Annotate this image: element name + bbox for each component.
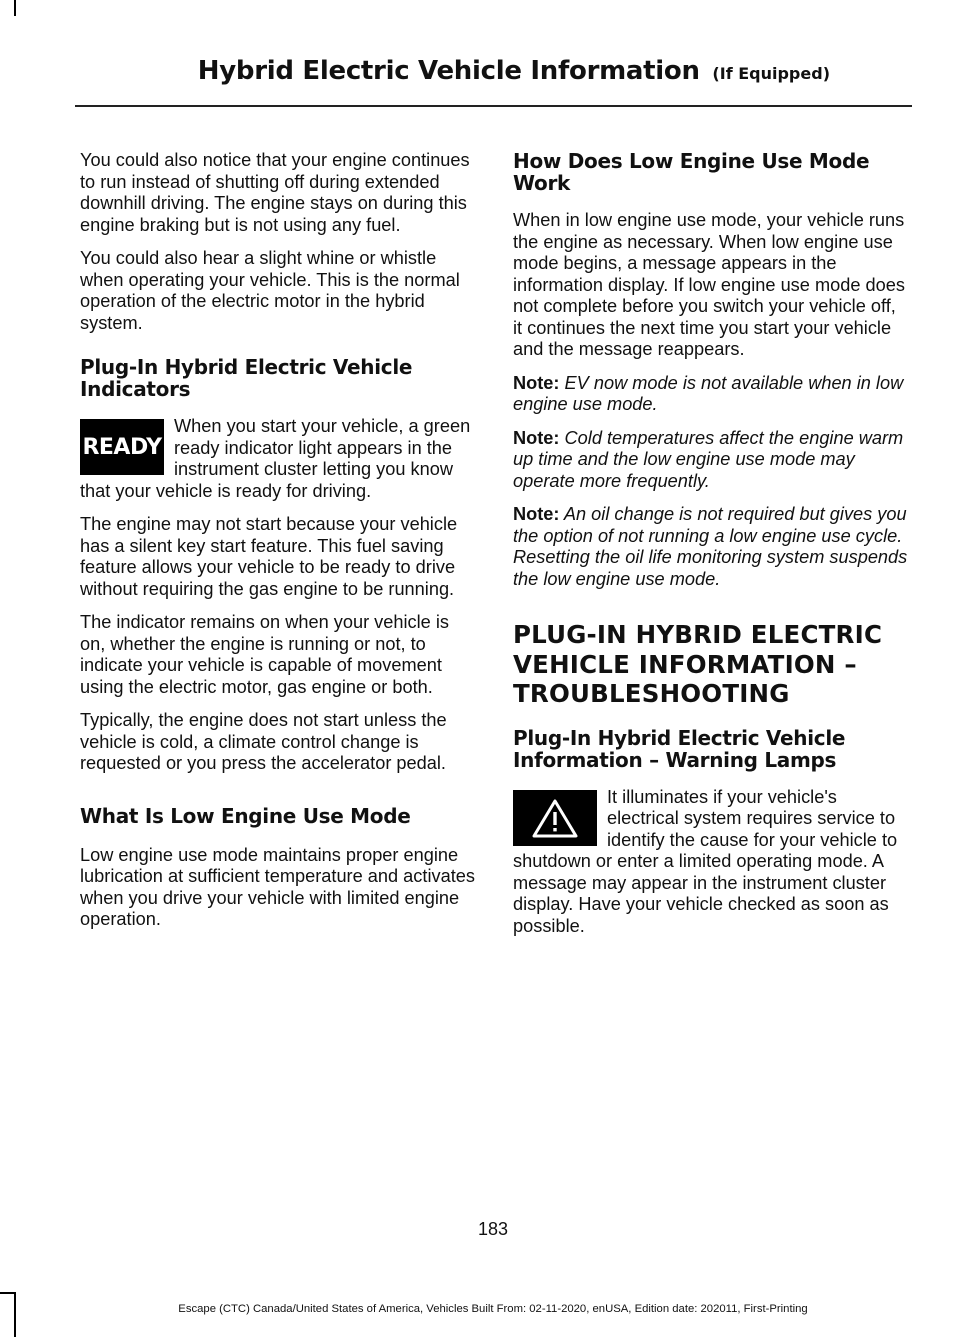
paragraph: It illuminates if your vehicle's electrical system requires service to identify the cause for your vehicle to shutdown or enter a limited operating mode. A message may appear in the instrument cluster display. Have your vehicle checked as soon as possible. [513,786,898,936]
paragraph: Typically, the engine does not start unless the vehicle is cold, a climate control change is requested or you press the accelerator pedal. [80,710,447,773]
crop-mark-bottom-left-horizontal [0,1292,16,1294]
paragraph: When you start your vehicle, a green ready indicator light appears in the instrument cluster letting you know that your vehicle is ready for driving. [80,416,471,501]
chapter-heading-troubleshooting: PLUG-IN HYBRID ELECTRIC VEHICLE INFORMATION – TROUBLESHOOTING [513,620,883,708]
note: Note: An oil change is not required but gives you the option of not running a low engine use cycle. Resetting the oil life monitoring system suspends the low engine use mode. [513,504,908,589]
header-title: Hybrid Electric Vehicle Information [197,56,700,86]
paragraph: You could also notice that your engine continues to run instead of shutting off during extended downhill driving. The engine stays on during this engine braking but is not using any fuel. [80,150,470,235]
left-column [80,150,475,943]
paragraph: The engine may not start because your vehicle has a silent key start feature. This fuel saving feature allows your vehicle to be ready to drive without requiring the gas engine to be running. [80,514,458,599]
paragraph: You could also hear a slight whine or whistle when operating your vehicle. This is the normal operation of the electric motor in the hybrid system. [80,248,460,333]
ready-icon-label: READY [82,434,162,460]
paragraph: Low engine use mode maintains proper engine lubrication at sufficient temperature and activates when you drive your vehicle with limited engine operation. [80,844,475,929]
header-subtitle: (If Equipped) [712,64,830,83]
crop-mark-top-left [14,0,16,16]
paragraph: The indicator remains on when your vehicle is on, whether the engine is running or not, to indicate your vehicle is capable of movement using the electric motor, gas engine or both. [80,612,449,697]
note: Note: Cold temperatures affect the engine warm up time and the low engine use mode may operate more frequently. [513,427,904,491]
section-heading-low-engine-use-mode: What Is Low Engine Use Mode [80,803,411,828]
section-heading-indicators: Plug-In Hybrid Electric Vehicle Indicators [80,355,413,401]
header-divider [75,105,912,107]
note-label: Note: [513,372,560,393]
note: Note: EV now mode is not available when in low engine use mode. [513,372,904,414]
section-heading-warning-lamps: Plug-In Hybrid Electric Vehicle Information – Warning Lamps [513,725,846,772]
note-label: Note: [513,427,560,448]
paragraph: When in low engine use mode, your vehicle runs the engine as necessary. When low engine use mode begins, a message appears in the information display. If low engine use mode does not complete before you switch your vehicle off, it continues the next time you start your vehicle and the message reappears. [513,210,905,359]
page-number: 183 [477,1219,509,1239]
page-footer: Escape (CTC) Canada/United States of America, Vehicles Built From: 02-11-2020, enUSA, Edition date: 202011, First-Printing [178,1303,808,1315]
note-label: Note: [513,504,560,524]
ready-indicator-icon [80,419,164,475]
page-header [198,56,830,86]
section-heading-how-it-works: How Does Low Engine Use Mode Work [513,149,870,195]
warning-triangle-icon [513,790,597,846]
right-column [513,150,908,949]
